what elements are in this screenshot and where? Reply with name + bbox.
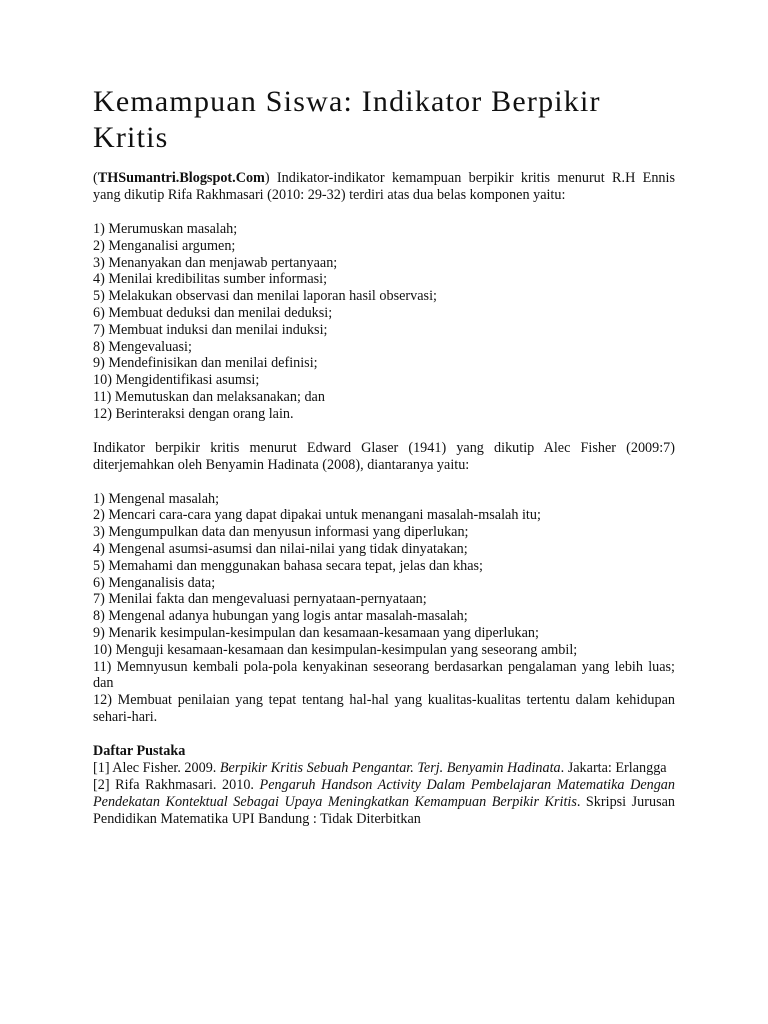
list-item: 3) Mengumpulkan data dan menyusun informasi yang diperlukan; [93,524,469,541]
glaser-paragraph: Indikator berpikir kritis menurut Edward Glaser (1941) yang dikutip Alec Fisher (2009:7) diterjemahkan oleh Benyamin Hadinata (2008), diantaranya yaitu: [93,439,675,473]
reference-prefix: [1] Alec Fisher. 2009. [93,759,220,776]
list-item: 6) Membuat deduksi dan menilai deduksi; [93,304,333,321]
list-item: 7) Membuat induksi dan menilai induksi; [93,321,328,338]
intro-text: ) Indikator-indikator kemampuan berpikir kritis menurut R.H Ennis yang dikutip Rifa Rakhmasari (2010: 29-32) terdiri atas dua belas komponen yaitu: [93,170,675,203]
references-heading: Daftar Pustaka [93,742,186,759]
list-item: 4) Menilai kredibilitas sumber informasi; [93,271,328,288]
intro-open-paren: ( [93,170,98,186]
list-item: 12) Berinteraksi dengan orang lain. [93,405,294,422]
reference-title: Pengaruh Handson Activity Dalam Pembelajaran Matematika Dengan Pendekatan Kontektual Sebagai Upaya Meningkatkan Kemampuan Berpikir Kritis [93,776,675,810]
list-item: 11) Memnyusun kembali pola-pola kenyakinan seseorang berdasarkan pengalaman yang lebih luas; dan [93,658,675,692]
list-item: 10) Mengidentifikasi asumsi; [93,372,260,389]
list-item: 8) Mengevaluasi; [93,338,192,355]
reference-suffix: . Skripsi Jurusan Pendidikan Matematika UPI Bandung : Tidak Diterbitkan [93,793,675,827]
source-link-text: THSumantri.Blogspot.Com [97,170,265,186]
list-item: 1) Mengenal masalah; [93,490,220,507]
reference-title: Berpikir Kritis Sebuah Pengantar. Terj. Benyamin Hadinata [219,759,561,776]
list-item: 2) Mencari cara-cara yang dapat dipakai untuk menangani masalah-msalah itu; [93,507,541,524]
glaser-indicator-list [93,491,675,726]
references-section [93,743,675,828]
list-item: 1) Merumuskan masalah; [93,221,238,237]
reference-prefix: [2] Rifa Rakhmasari. 2010. [93,776,260,793]
document-title: Kemampuan Siswa: Indikator Berpikir Kritis [93,85,601,154]
list-item: 12) Membuat penilaian yang tepat tentang hal-hal yang kualitas-kualitas tertentu dalam kehidupan sehari-hari. [93,692,675,725]
list-item: 4) Mengenal asumsi-asumsi dan nilai-nilai yang tidak dinyatakan; [93,540,468,557]
list-item: 2) Menganalisi argumen; [93,237,236,254]
list-item: 5) Memahami dan menggunakan bahasa secara tepat, jelas dan khas; [93,557,484,574]
intro-paragraph [93,170,675,204]
list-item: 9) Menarik kesimpulan-kesimpulan dan kesamaan-kesamaan yang diperlukan; [93,624,539,641]
list-item: 10) Menguji kesamaan-kesamaan dan kesimpulan-kesimpulan yang seseorang ambil; [93,641,578,658]
ennis-indicator-list [93,221,675,423]
list-item: 6) Menganalisis data; [93,574,216,591]
list-item: 11) Memutuskan dan melaksanakan; dan [93,388,325,405]
list-item: 7) Menilai fakta dan mengevaluasi pernyataan-pernyataan; [93,591,427,608]
list-item: 8) Mengenal adanya hubungan yang logis antar masalah-masalah; [93,608,468,625]
list-item: 5) Melakukan observasi dan menilai laporan hasil observasi; [93,288,437,305]
reference-suffix: . Jakarta: Erlangga [560,759,667,776]
list-item: 3) Menanyakan dan menjawab pertanyaan; [93,254,338,271]
reference-item [93,760,675,777]
reference-item [93,777,675,828]
list-item: 9) Mendefinisikan dan menilai definisi; [93,355,318,372]
